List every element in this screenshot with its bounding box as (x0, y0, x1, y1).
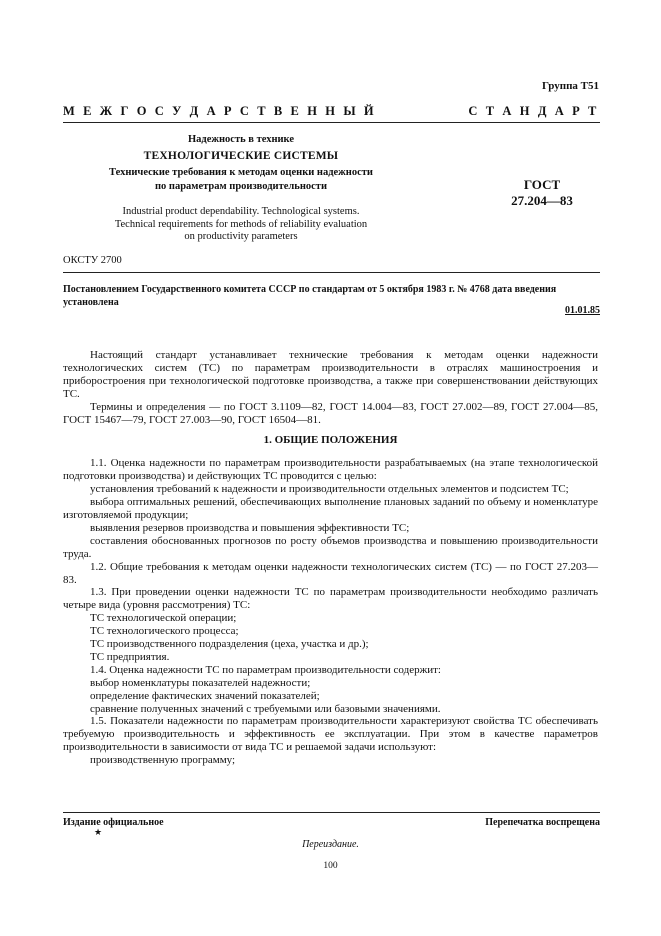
list-item: ТС производственного подразделения (цеха, участка и др.); (90, 638, 369, 651)
body-text (63, 349, 598, 767)
paragraph: 1.2. Общие требования к методам оценки надежности технологических систем (ТС) — по ГОСТ 27.203—83. (63, 560, 598, 586)
english-title (63, 206, 419, 244)
decree-text: Постановлением Государственного комитета СССР по стандартам от 5 октября 1983 г. № 4768 дата введения установлена (63, 284, 557, 308)
list-item: ТС технологической операции; (90, 612, 237, 625)
official-edition-label: Издание официальное (63, 817, 164, 828)
title-line-1: Надежность в технике (188, 134, 294, 145)
gost-label: ГОСТ (523, 177, 561, 192)
section-heading: 1. ОБЩИЕ ПОЛОЖЕНИЯ (263, 434, 398, 447)
mid-rule (63, 272, 600, 273)
paragraph: 1.1. Оценка надежности по параметрам производительности разрабатываемых (на этапе технологической подготовки производства) и действующих ТС проводится с целью: (63, 457, 598, 483)
list-item: сравнение полученных значений с требуемыми или базовыми значениями. (90, 702, 441, 715)
footer-rule (63, 812, 600, 813)
list-item: ТС предприятия. (90, 650, 170, 663)
paragraph: составления обоснованных прогнозов по росту объемов производства и повышению производительности труда. (63, 534, 598, 560)
reissue-note: Переиздание. (302, 839, 359, 850)
introduction-date: 01.01.85 (565, 305, 600, 316)
title-line-2: ТЕХНОЛОГИЧЕСКИЕ СИСТЕМЫ (143, 149, 339, 162)
english-title-line-3: on productivity parameters (184, 231, 298, 242)
paragraph: Термины и определения — по ГОСТ 3.1109—82, ГОСТ 14.004—83, ГОСТ 27.002—89, ГОСТ 27.004—85, ГОСТ 15467—79, ГОСТ 27.003—90, ГОСТ 16504—81. (63, 400, 598, 426)
banner-right: С Т А Н Д А Р Т (468, 104, 599, 118)
gost-designation (482, 177, 602, 209)
title-line-3: Технические требования к методам оценки надежности (109, 167, 373, 178)
english-title-line-2: Technical requirements for methods of reliability evaluation (114, 218, 368, 230)
list-item: выбор номенклатуры показателей надежности; (90, 676, 311, 689)
reprint-prohibited-label: Перепечатка воспрещена (485, 817, 600, 828)
star-icon: ★ (94, 827, 103, 837)
standard-banner (63, 104, 599, 119)
paragraph: Настоящий стандарт устанавливает технические требования к методам оценки надежности технологических систем (ТС) по параметрам производительности в отраслях машиностроения и приборостроения при технологической подготовке производства, а также при совершенствовании действующих ТС. (63, 349, 598, 400)
paragraph: выявления резервов производства и повышения эффективности ТС; (90, 521, 410, 534)
title-line-4: по параметрам производительности (154, 180, 328, 192)
top-rule (63, 122, 600, 123)
paragraph: 1.3. При проведении оценки надежности ТС по параметрам производительности необходимо различать четыре вида (уровня рассмотрения) ТС: (63, 586, 598, 612)
oksty-code: ОКСТУ 2700 (63, 255, 122, 266)
english-title-line-1: Industrial product dependability. Technological systems. (122, 206, 360, 217)
paragraph: 1.4. Оценка надежности ТС по параметрам производительности содержит: (90, 663, 441, 676)
page-number: 100 (323, 861, 338, 871)
list-item: производственную программу; (90, 754, 236, 767)
list-item: определение фактических значений показателей; (90, 689, 320, 702)
footer (63, 817, 600, 828)
paragraph: установления требований к надежности и производительности отдельных элементов и подсистем ТС; (90, 483, 569, 496)
group-code: Группа Т51 (541, 80, 599, 92)
title-block (63, 133, 419, 193)
paragraph: выбора оптимальных решений, обеспечивающих выполнение плановых заданий по объему и номенклатуре изготовляемой продукции; (63, 496, 598, 521)
banner-left: М Е Ж Г О С У Д А Р С Т В Е Н Н Ы Й (63, 104, 377, 118)
paragraph: 1.5. Показатели надежности по параметрам производительности характеризуют свойства ТС обеспечивать требуемую производительность и эффективность ее эксплуатации. При этом в качестве параметров производительности в зависимости от вида ТС и решаемой задачи используют: (63, 715, 598, 754)
list-item: ТС технологического процесса; (90, 625, 239, 638)
gost-number: 27.204—83 (511, 193, 573, 208)
